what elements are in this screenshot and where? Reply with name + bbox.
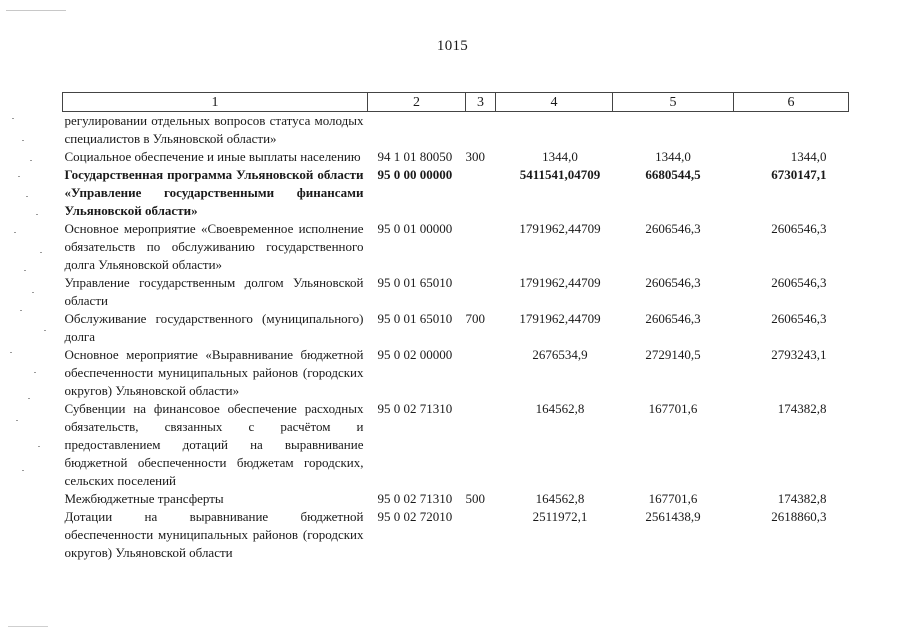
cell-value-col5: 2606546,3 xyxy=(645,275,701,290)
cell-value-col4: 1791962,44709 xyxy=(519,311,601,326)
cell-code: 95 0 01 00000 xyxy=(377,221,453,236)
cell-type: 700 xyxy=(465,311,485,326)
cell-name: Основное мероприятие «Выравнивание бюджетной обеспеченности муниципальных районов (городских округов) Ульяновской области» xyxy=(64,347,364,398)
cell-value-col4: 2511972,1 xyxy=(532,509,588,524)
cell-value-col6 xyxy=(734,112,849,149)
cell-type xyxy=(466,346,496,400)
cell-value-col4: 1791962,44709 xyxy=(519,221,601,236)
cell-value-col5 xyxy=(613,112,734,149)
header-col-1: 1 xyxy=(63,93,368,112)
cell-type xyxy=(466,112,496,149)
cell-value-col6: 2793243,1 xyxy=(771,347,827,362)
cell-type xyxy=(466,274,496,310)
cell-value-col4: 2676534,9 xyxy=(532,347,588,362)
cell-type xyxy=(466,166,496,220)
cell-value-col4: 164562,8 xyxy=(535,401,585,416)
table-header-row xyxy=(63,93,849,112)
cell-value-col4: 164562,8 xyxy=(535,491,585,506)
cell-value-col5: 167701,6 xyxy=(648,491,698,506)
table-body xyxy=(63,112,849,563)
cell-code: 95 0 02 71310 xyxy=(377,401,453,416)
table-row xyxy=(63,112,849,149)
cell-type xyxy=(466,400,496,490)
cell-value-col5: 2729140,5 xyxy=(645,347,701,362)
scan-noise xyxy=(0,0,60,640)
table-row xyxy=(63,346,849,400)
cell-name: Дотации на выравнивание бюджетной обеспеченности муниципальных районов (городских округов) Ульяновской области xyxy=(64,509,364,560)
table-row xyxy=(63,508,849,562)
cell-code: 95 0 02 71310 xyxy=(377,491,453,506)
cell-value-col5: 1344,0 xyxy=(655,149,691,164)
cell-value-col6: 2618860,3 xyxy=(771,509,827,524)
cell-name: Социальное обеспечение и иные выплаты населению xyxy=(64,149,361,164)
table-row xyxy=(63,166,849,220)
cell-type: 300 xyxy=(465,149,485,164)
cell-name: регулировании отдельных вопросов статуса молодых специалистов в Ульяновской области» xyxy=(64,113,364,146)
cell-value-col5: 6680544,5 xyxy=(645,167,701,182)
table-row xyxy=(63,148,849,166)
header-col-5: 5 xyxy=(613,93,734,112)
cell-value-col4: 5411541,04709 xyxy=(519,167,601,182)
cell-name: Обслуживание государственного (муниципального) долга xyxy=(64,311,364,344)
cell-value-col6: 174382,8 xyxy=(777,401,827,416)
cell-code: 95 0 02 72010 xyxy=(377,509,453,524)
cell-value-col6: 174382,8 xyxy=(777,491,827,506)
cell-value-col4: 1344,0 xyxy=(542,149,578,164)
cell-value-col6: 2606546,3 xyxy=(771,221,827,236)
page-number: 1015 xyxy=(436,38,469,54)
cell-name: Межбюджетные трансферты xyxy=(64,491,224,506)
cell-code: 94 1 01 80050 xyxy=(377,149,453,164)
cell-value-col5: 2606546,3 xyxy=(645,311,701,326)
header-col-2: 2 xyxy=(368,93,466,112)
cell-value-col5: 167701,6 xyxy=(648,401,698,416)
header-col-3: 3 xyxy=(466,93,496,112)
budget-table xyxy=(62,92,849,562)
cell-name: Основное мероприятие «Своевременное исполнение обязательств по обслуживанию государственного долга Ульяновской области» xyxy=(64,221,364,272)
cell-code xyxy=(368,112,466,149)
cell-value-col5: 2606546,3 xyxy=(645,221,701,236)
header-col-6: 6 xyxy=(734,93,849,112)
table-row xyxy=(63,310,849,346)
cell-value-col4: 1791962,44709 xyxy=(519,275,601,290)
cell-code: 95 0 02 00000 xyxy=(377,347,453,362)
table-row xyxy=(63,220,849,274)
table-row xyxy=(63,490,849,508)
cell-name: Субвенции на финансовое обеспечение расходных обязательств, связанных с расчётом и предоставлением дотаций на выравнивание бюджетной обеспеченности бюджетам городских, сельских поселений xyxy=(64,401,364,488)
cell-name: Государственная программа Ульяновской области «Управление государственными финансами Ульяновской области» xyxy=(64,167,364,218)
cell-value-col6: 2606546,3 xyxy=(771,311,827,326)
header-col-4: 4 xyxy=(496,93,613,112)
cell-value-col5: 2561438,9 xyxy=(645,509,701,524)
cell-code: 95 0 00 00000 xyxy=(377,167,453,182)
cell-type xyxy=(466,220,496,274)
cell-value-col4 xyxy=(496,112,613,149)
cell-value-col6: 6730147,1 xyxy=(771,167,827,182)
table-row xyxy=(63,274,849,310)
cell-code: 95 0 01 65010 xyxy=(377,275,453,290)
cell-code: 95 0 01 65010 xyxy=(377,311,453,326)
cell-name: Управление государственным долгом Ульяновской области xyxy=(64,275,364,308)
cell-type: 500 xyxy=(465,491,485,506)
cell-value-col6: 2606546,3 xyxy=(771,275,827,290)
cell-value-col6: 1344,0 xyxy=(790,149,827,164)
cell-type xyxy=(466,508,496,562)
table-row xyxy=(63,400,849,490)
